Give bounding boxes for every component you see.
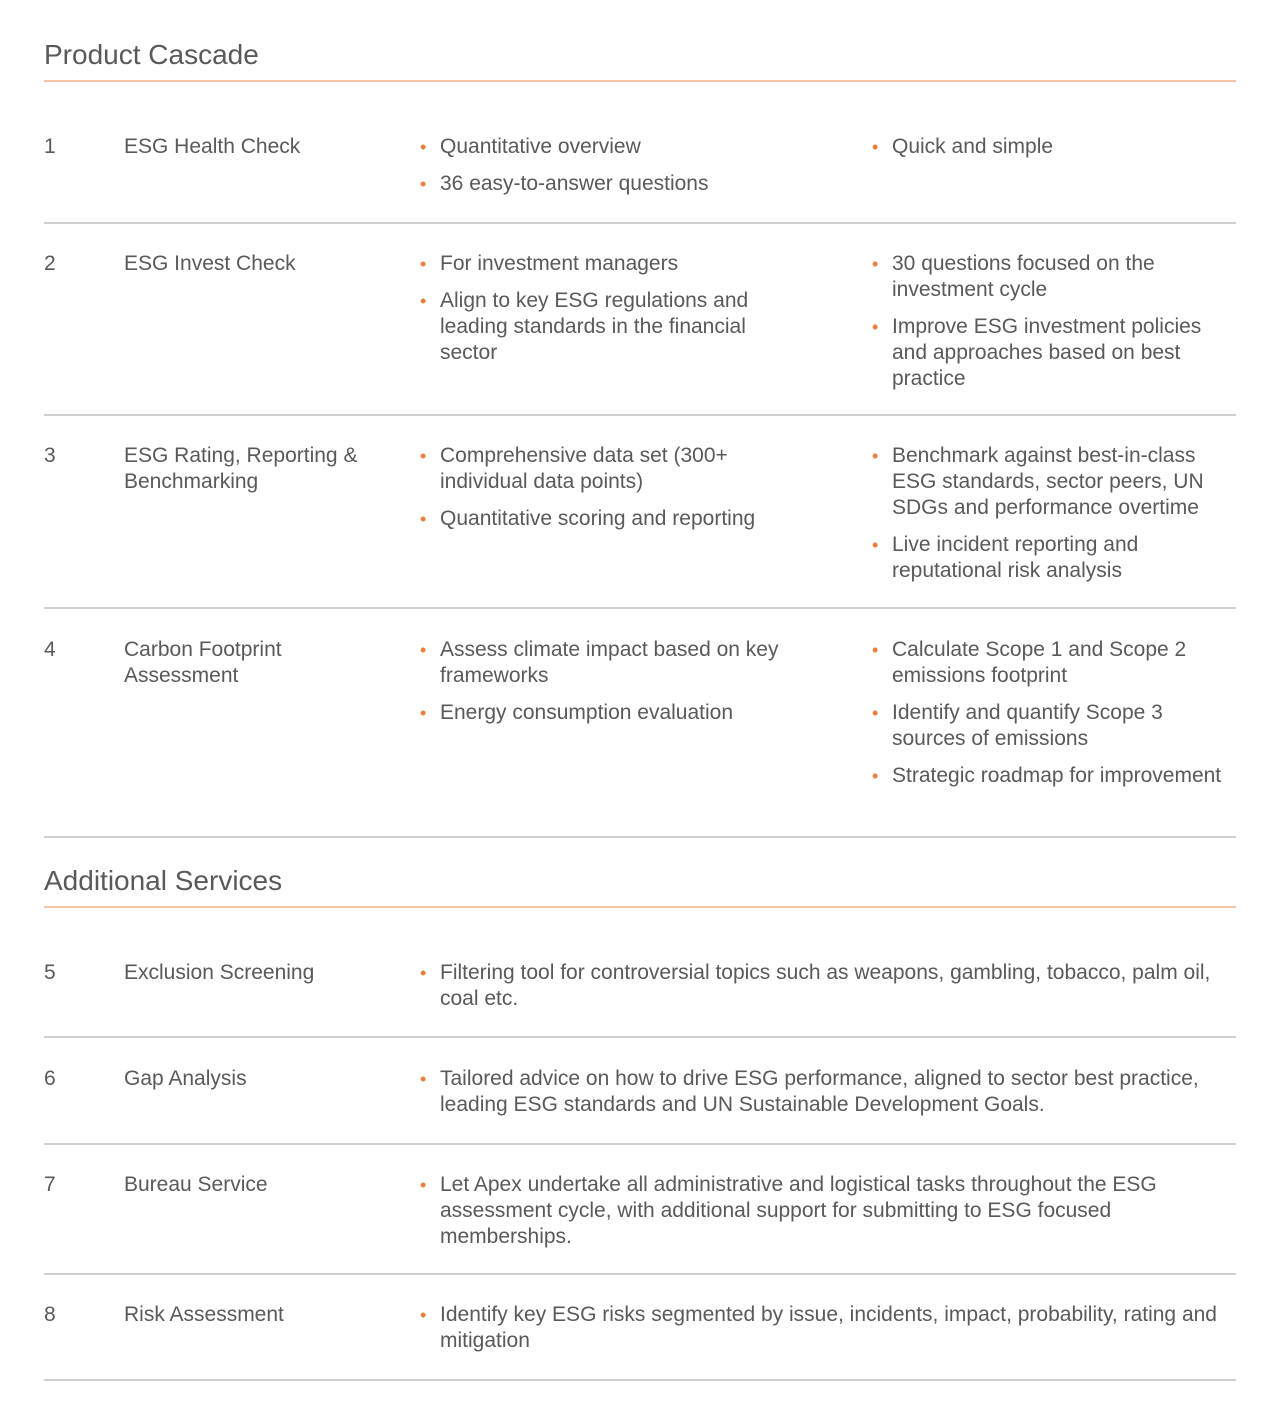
- service-description: [418, 1302, 1236, 1365]
- row-number: 1: [44, 135, 56, 158]
- row-number: 4: [44, 638, 56, 661]
- bullet-icon: •: [872, 254, 879, 274]
- feature-list: [418, 637, 798, 737]
- row-product-name: ESG Health Check: [124, 135, 301, 158]
- benefit-item: • Strategic roadmap for improvement: [872, 764, 1222, 787]
- row-divider: [44, 1273, 1236, 1275]
- service-description: [418, 1066, 1236, 1129]
- row-number: 8: [44, 1303, 56, 1326]
- row-service-name: Bureau Service: [124, 1173, 268, 1196]
- bullet-icon: •: [420, 640, 427, 660]
- row-number: 7: [44, 1173, 56, 1196]
- bullet-icon: •: [872, 766, 879, 786]
- bullet-icon: •: [420, 963, 427, 983]
- row-divider: [44, 414, 1236, 416]
- feature-list: [418, 134, 798, 208]
- benefit-item: • Calculate Scope 1 and Scope 2 emissions footprint: [872, 638, 1187, 687]
- section-rule: [44, 906, 1236, 908]
- benefit-list: [870, 637, 1236, 800]
- row-number: 2: [44, 252, 56, 275]
- row-divider: [44, 1379, 1236, 1381]
- bullet-icon: •: [872, 446, 879, 466]
- description-item: • Let Apex undertake all administrative and logistical tasks throughout the ESG assessment cycle, with additional support for submitting to ESG focused memberships.: [420, 1173, 1157, 1248]
- bullet-icon: •: [872, 137, 879, 157]
- row-number: 3: [44, 444, 56, 467]
- section-title-additional-services: Additional Services: [44, 865, 283, 896]
- feature-item: • Quantitative overview: [420, 135, 641, 158]
- feature-item: • Align to key ESG regulations and leading standards in the financial sector: [420, 289, 749, 364]
- description-item: • Identify key ESG risks segmented by issue, incidents, impact, probability, rating and mitigation: [420, 1303, 1217, 1352]
- service-description: [418, 1172, 1236, 1261]
- feature-list: [418, 251, 798, 377]
- benefit-item: • Identify and quantify Scope 3 sources of emissions: [872, 701, 1163, 750]
- bullet-icon: •: [420, 254, 427, 274]
- bullet-icon: •: [420, 1069, 427, 1089]
- row-service-name: Risk Assessment: [124, 1303, 284, 1326]
- row-divider: [44, 1143, 1236, 1145]
- benefit-list: [870, 443, 1236, 595]
- bullet-icon: •: [420, 137, 427, 157]
- bullet-icon: •: [420, 291, 427, 311]
- row-divider: [44, 836, 1236, 838]
- benefit-list: [870, 251, 1236, 403]
- bullet-icon: •: [872, 640, 879, 660]
- bullet-icon: •: [420, 703, 427, 723]
- row-service-name: Exclusion Screening: [124, 961, 315, 984]
- bullet-icon: •: [420, 509, 427, 529]
- feature-list: [418, 443, 798, 543]
- benefit-item: • Live incident reporting and reputational risk analysis: [872, 533, 1139, 582]
- bullet-icon: •: [872, 535, 879, 555]
- feature-item: • Assess climate impact based on key frameworks: [420, 638, 779, 687]
- bullet-icon: •: [420, 1305, 427, 1325]
- description-item: • Tailored advice on how to drive ESG performance, aligned to sector best practice, leading ESG standards and UN Sustainable Development Goals.: [420, 1067, 1199, 1116]
- bullet-icon: •: [420, 1175, 427, 1195]
- description-item: • Filtering tool for controversial topics such as weapons, gambling, tobacco, palm oil, coal etc.: [420, 961, 1211, 1010]
- row-product-name: ESG Rating, Reporting & Benchmarking: [124, 444, 358, 493]
- section-rule: [44, 80, 1236, 82]
- bullet-icon: •: [420, 446, 427, 466]
- row-number: 5: [44, 961, 56, 984]
- row-service-name: Gap Analysis: [124, 1067, 247, 1090]
- benefit-item: • Benchmark against best-in-class ESG standards, sector peers, UN SDGs and performance overtime: [872, 444, 1204, 519]
- row-divider: [44, 607, 1236, 609]
- feature-item: • Quantitative scoring and reporting: [420, 507, 756, 530]
- row-divider: [44, 222, 1236, 224]
- row-number: 6: [44, 1067, 56, 1090]
- bullet-icon: •: [872, 317, 879, 337]
- section-title-product-cascade: Product Cascade: [44, 39, 259, 70]
- row-product-name: Carbon Footprint Assessment: [124, 638, 282, 687]
- row-product-name: ESG Invest Check: [124, 252, 296, 275]
- service-description: [418, 960, 1236, 1023]
- feature-item: • Comprehensive data set (300+ individual data points): [420, 444, 728, 493]
- benefit-list: [870, 134, 1236, 171]
- benefit-item: • 30 questions focused on the investment cycle: [872, 252, 1155, 301]
- benefit-item: • Quick and simple: [872, 135, 1054, 158]
- row-divider: [44, 1036, 1236, 1038]
- bullet-icon: •: [872, 703, 879, 723]
- feature-item: • 36 easy-to-answer questions: [420, 172, 709, 195]
- feature-item: • Energy consumption evaluation: [420, 701, 734, 724]
- bullet-icon: •: [420, 174, 427, 194]
- benefit-item: • Improve ESG investment policies and approaches based on best practice: [872, 315, 1202, 390]
- feature-item: • For investment managers: [420, 252, 679, 275]
